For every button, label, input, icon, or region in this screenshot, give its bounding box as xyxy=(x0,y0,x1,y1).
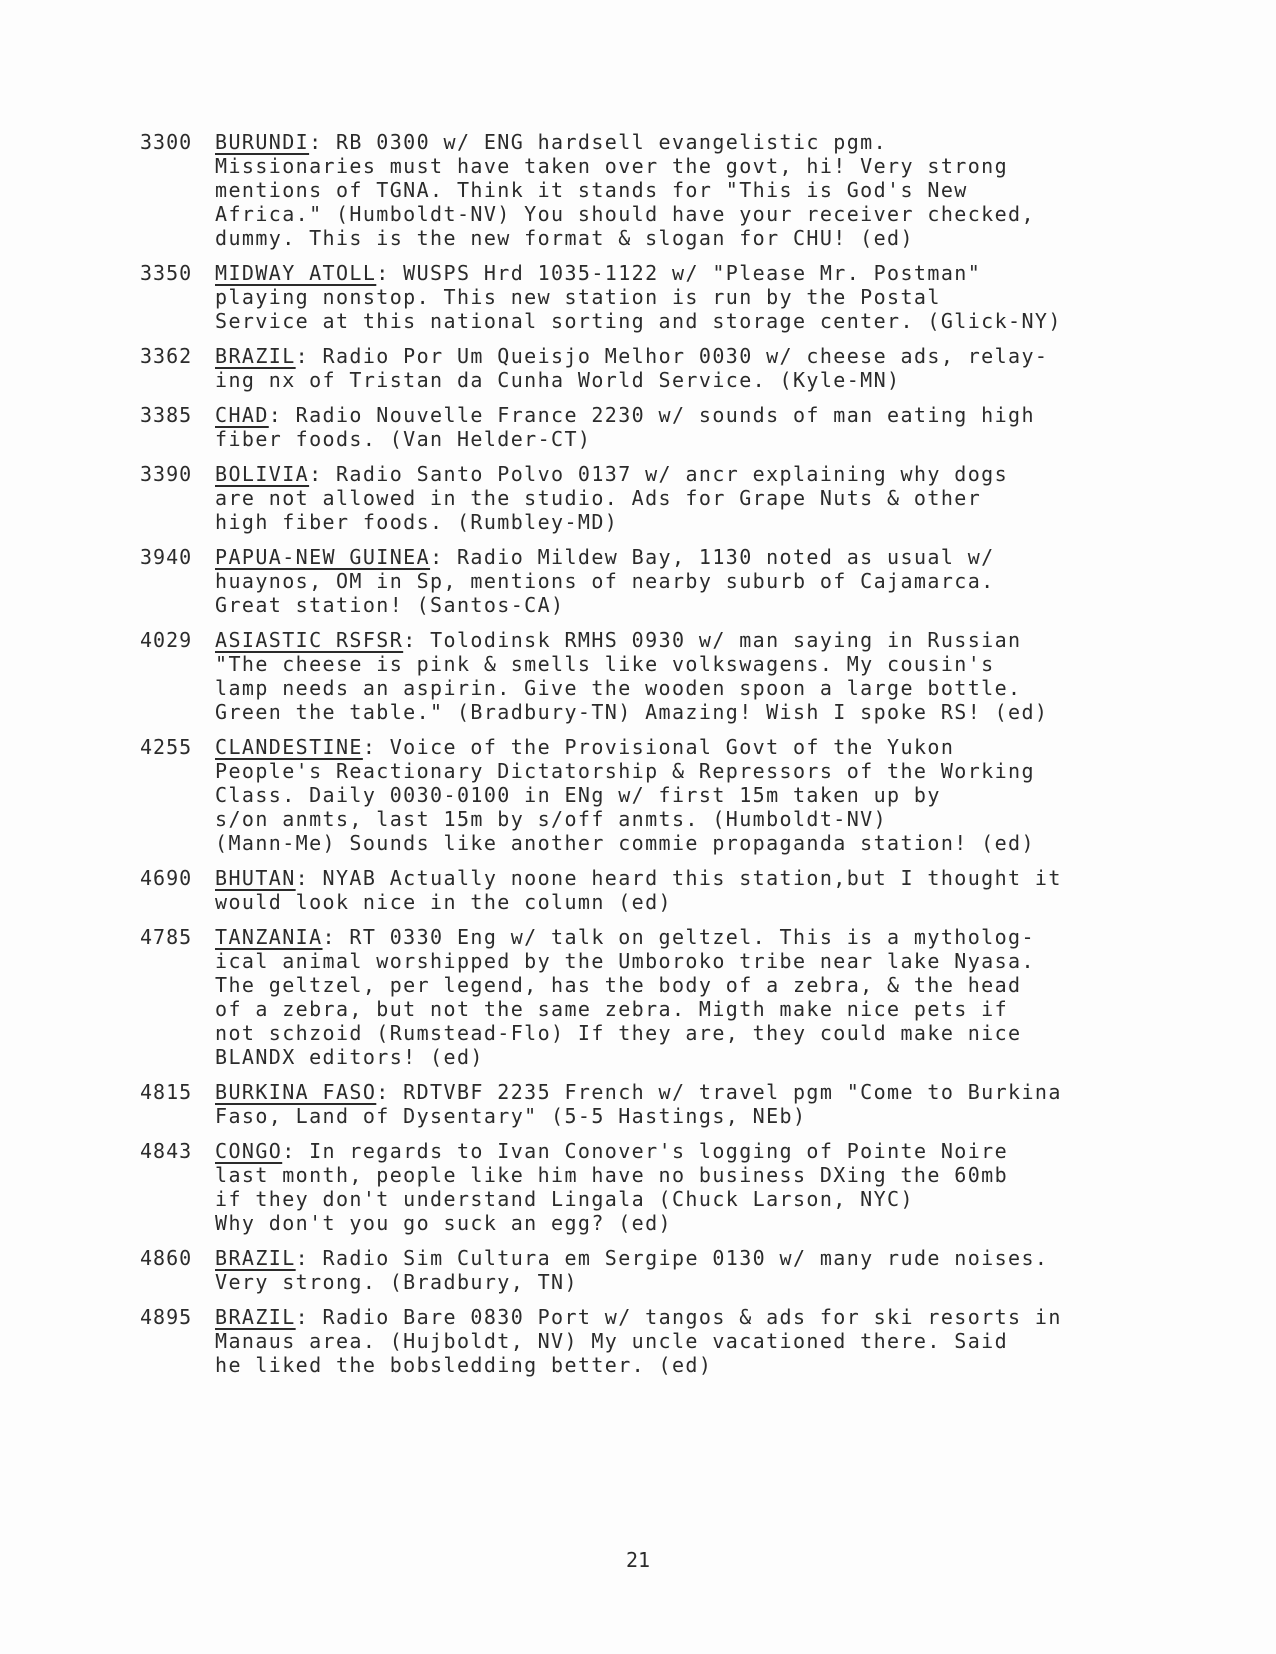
entry-line: last month, people like him have no business DXing the 60mb xyxy=(215,1163,1009,1187)
entry-text xyxy=(215,925,1150,1069)
log-entry xyxy=(140,735,1150,855)
entry-line xyxy=(215,628,1150,652)
entry-text xyxy=(215,1305,1150,1377)
entry-line-text: : Radio Por Um Queisjo Melhor 0030 w/ cheese ads, relay- xyxy=(295,344,1049,368)
country-name: BOLIVIA xyxy=(215,462,310,486)
entry-line: if they don't understand Lingala (Chuck Larson, NYC) xyxy=(215,1187,914,1211)
entry-line: Faso, Land of Dysentary" (5-5 Hastings, NEb) xyxy=(215,1104,807,1128)
entry-line: lamp needs an aspirin. Give the wooden spoon a large bottle. xyxy=(215,676,1022,700)
entry-line-text: : Radio Mildew Bay, 1130 noted as usual w/ xyxy=(430,545,995,569)
entry-text xyxy=(215,130,1150,250)
country-name: BURKINA FASO xyxy=(215,1080,377,1104)
entry-line-text: : In regards to Ivan Conover's logging of Pointe Noire xyxy=(282,1139,1009,1163)
entry-text xyxy=(215,735,1150,855)
entry-line-text: : Tolodinsk RMHS 0930 w/ man saying in Russian xyxy=(403,628,1022,652)
entry-line: Missionaries must have taken over the govt, hi! Very strong xyxy=(215,154,1009,178)
frequency: 3390 xyxy=(140,462,193,486)
frequency: 4895 xyxy=(140,1305,193,1329)
entry-line: "The cheese is pink & smells like volkswagens. My cousin's xyxy=(215,652,995,676)
entry-line-text: : RT 0330 Eng w/ talk on geltzel. This is a mytholog- xyxy=(322,925,1035,949)
frequency: 3940 xyxy=(140,545,193,569)
country-name: BRAZIL xyxy=(215,1305,296,1329)
entry-text xyxy=(215,1246,1150,1294)
entry-line-text: : Voice of the Provisional Govt of the Yukon xyxy=(362,735,955,759)
page-number: 21 xyxy=(625,1548,651,1572)
log-entry xyxy=(140,628,1150,724)
log-entry xyxy=(140,1139,1150,1235)
entry-line: Manaus area. (Hujboldt, NV) My uncle vacationed there. Said xyxy=(215,1329,1009,1353)
entry-line: dummy. This is the new format & slogan for CHU! (ed) xyxy=(215,226,914,250)
country-name: BHUTAN xyxy=(215,866,296,890)
log-entry xyxy=(140,130,1150,250)
entry-line-text: : WUSPS Hrd 1035-1122 w/ "Please Mr. Postman" xyxy=(376,261,982,285)
entry-line: not schzoid (Rumstead-Flo) If they are, they could make nice xyxy=(215,1021,1022,1045)
entry-line: are not allowed in the studio. Ads for Grape Nuts & other xyxy=(215,486,982,510)
entry-line xyxy=(215,866,1150,890)
entry-text xyxy=(215,866,1150,914)
frequency: 4029 xyxy=(140,628,193,652)
country-name: CONGO xyxy=(215,1139,283,1163)
entry-line: of a zebra, but not the same zebra. Migth make nice pets if xyxy=(215,997,1009,1021)
entry-text xyxy=(215,403,1150,451)
entry-line: Why don't you go suck an egg? (ed) xyxy=(215,1211,672,1235)
log-entry xyxy=(140,261,1150,333)
log-entry xyxy=(140,1246,1150,1294)
entry-line: ical animal worshipped by the Umboroko tribe near lake Nyasa. xyxy=(215,949,1035,973)
entry-line: Great station! (Santos-CA) xyxy=(215,593,565,617)
entry-line xyxy=(215,403,1150,427)
frequency: 4815 xyxy=(140,1080,193,1104)
entry-line: The geltzel, per legend, has the body of a zebra, & the head xyxy=(215,973,1022,997)
log-entry xyxy=(140,545,1150,617)
entry-line: ing nx of Tristan da Cunha World Service. (Kyle-MN) xyxy=(215,368,901,392)
frequency: 3385 xyxy=(140,403,193,427)
entry-line-text: : Radio Sim Cultura em Sergipe 0130 w/ many rude noises. xyxy=(295,1246,1049,1270)
entry-line-text: : Radio Bare 0830 Port w/ tangos & ads for ski resorts in xyxy=(295,1305,1062,1329)
entry-line xyxy=(215,925,1150,949)
entry-line: mentions of TGNA. Think it stands for "This is God's New xyxy=(215,178,968,202)
entry-line: People's Reactionary Dictatorship & Repressors of the Working xyxy=(215,759,1035,783)
entry-line: Green the table." (Bradbury-TN) Amazing! Wish I spoke RS! (ed) xyxy=(215,700,1049,724)
country-name: PAPUA-NEW GUINEA xyxy=(215,545,431,569)
entry-line xyxy=(215,545,1150,569)
entry-line-text: : RB 0300 w/ ENG hardsell evangelistic pgm. xyxy=(309,130,888,154)
entry-line: would look nice in the column (ed) xyxy=(215,890,672,914)
entry-text xyxy=(215,462,1150,534)
entry-text xyxy=(215,1139,1150,1235)
entry-line: huaynos, OM in Sp, mentions of nearby suburb of Cajamarca. xyxy=(215,569,995,593)
log-entry xyxy=(140,462,1150,534)
frequency: 3350 xyxy=(140,261,193,285)
entry-line xyxy=(215,735,1150,759)
log-entry xyxy=(140,344,1150,392)
entry-line: (Mann-Me) Sounds like another commie propaganda station! (ed) xyxy=(215,831,1035,855)
entry-text xyxy=(215,261,1150,333)
log-entry xyxy=(140,403,1150,451)
frequency: 3300 xyxy=(140,130,193,154)
country-name: TANZANIA xyxy=(215,925,323,949)
entry-line xyxy=(215,1139,1150,1163)
entry-line-text: : NYAB Actually noone heard this station,but I thought it xyxy=(295,866,1062,890)
country-name: ASIASTIC RSFSR xyxy=(215,628,404,652)
entry-line: high fiber foods. (Rumbley-MD) xyxy=(215,510,619,534)
entry-line: s/on anmts, last 15m by s/off anmts. (Humboldt-NV) xyxy=(215,807,888,831)
entry-line xyxy=(215,1305,1150,1329)
entry-text xyxy=(215,545,1150,617)
log-entry xyxy=(140,925,1150,1069)
log-entry xyxy=(140,866,1150,914)
entry-line xyxy=(215,261,1150,285)
frequency: 3362 xyxy=(140,344,193,368)
entry-line-text: : Radio Santo Polvo 0137 w/ ancr explaining why dogs xyxy=(309,462,1009,486)
entry-line-text: : RDTVBF 2235 French w/ travel pgm "Come to Burkina xyxy=(376,1080,1062,1104)
entry-line: Service at this national sorting and storage center. (Glick-NY) xyxy=(215,309,1062,333)
entry-line xyxy=(215,344,1150,368)
log-entries xyxy=(140,130,1150,1388)
entry-line: BLANDX editors! (ed) xyxy=(215,1045,484,1069)
entry-text xyxy=(215,1080,1150,1128)
entry-line: Africa." (Humboldt-NV) You should have your receiver checked, xyxy=(215,202,1035,226)
log-entry xyxy=(140,1080,1150,1128)
frequency: 4255 xyxy=(140,735,193,759)
entry-line: Class. Daily 0030-0100 in ENg w/ first 15m taken up by xyxy=(215,783,941,807)
entry-line xyxy=(215,1246,1150,1270)
country-name: CLANDESTINE xyxy=(215,735,363,759)
entry-text xyxy=(215,344,1150,392)
entry-text xyxy=(215,628,1150,724)
frequency: 4785 xyxy=(140,925,193,949)
country-name: MIDWAY ATOLL xyxy=(215,261,377,285)
country-name: BRAZIL xyxy=(215,344,296,368)
entry-line: playing nonstop. This new station is run by the Postal xyxy=(215,285,941,309)
country-name: BRAZIL xyxy=(215,1246,296,1270)
log-entry xyxy=(140,1305,1150,1377)
entry-line: Very strong. (Bradbury, TN) xyxy=(215,1270,578,1294)
entry-line xyxy=(215,130,1150,154)
entry-line xyxy=(215,462,1150,486)
entry-line-text: : Radio Nouvelle France 2230 w/ sounds of man eating high xyxy=(268,403,1035,427)
entry-line xyxy=(215,1080,1150,1104)
frequency: 4860 xyxy=(140,1246,193,1270)
entry-line: fiber foods. (Van Helder-CT) xyxy=(215,427,592,451)
country-name: CHAD xyxy=(215,403,269,427)
frequency: 4690 xyxy=(140,866,193,890)
country-name: BURUNDI xyxy=(215,130,310,154)
frequency: 4843 xyxy=(140,1139,193,1163)
entry-line: he liked the bobsledding better. (ed) xyxy=(215,1353,713,1377)
